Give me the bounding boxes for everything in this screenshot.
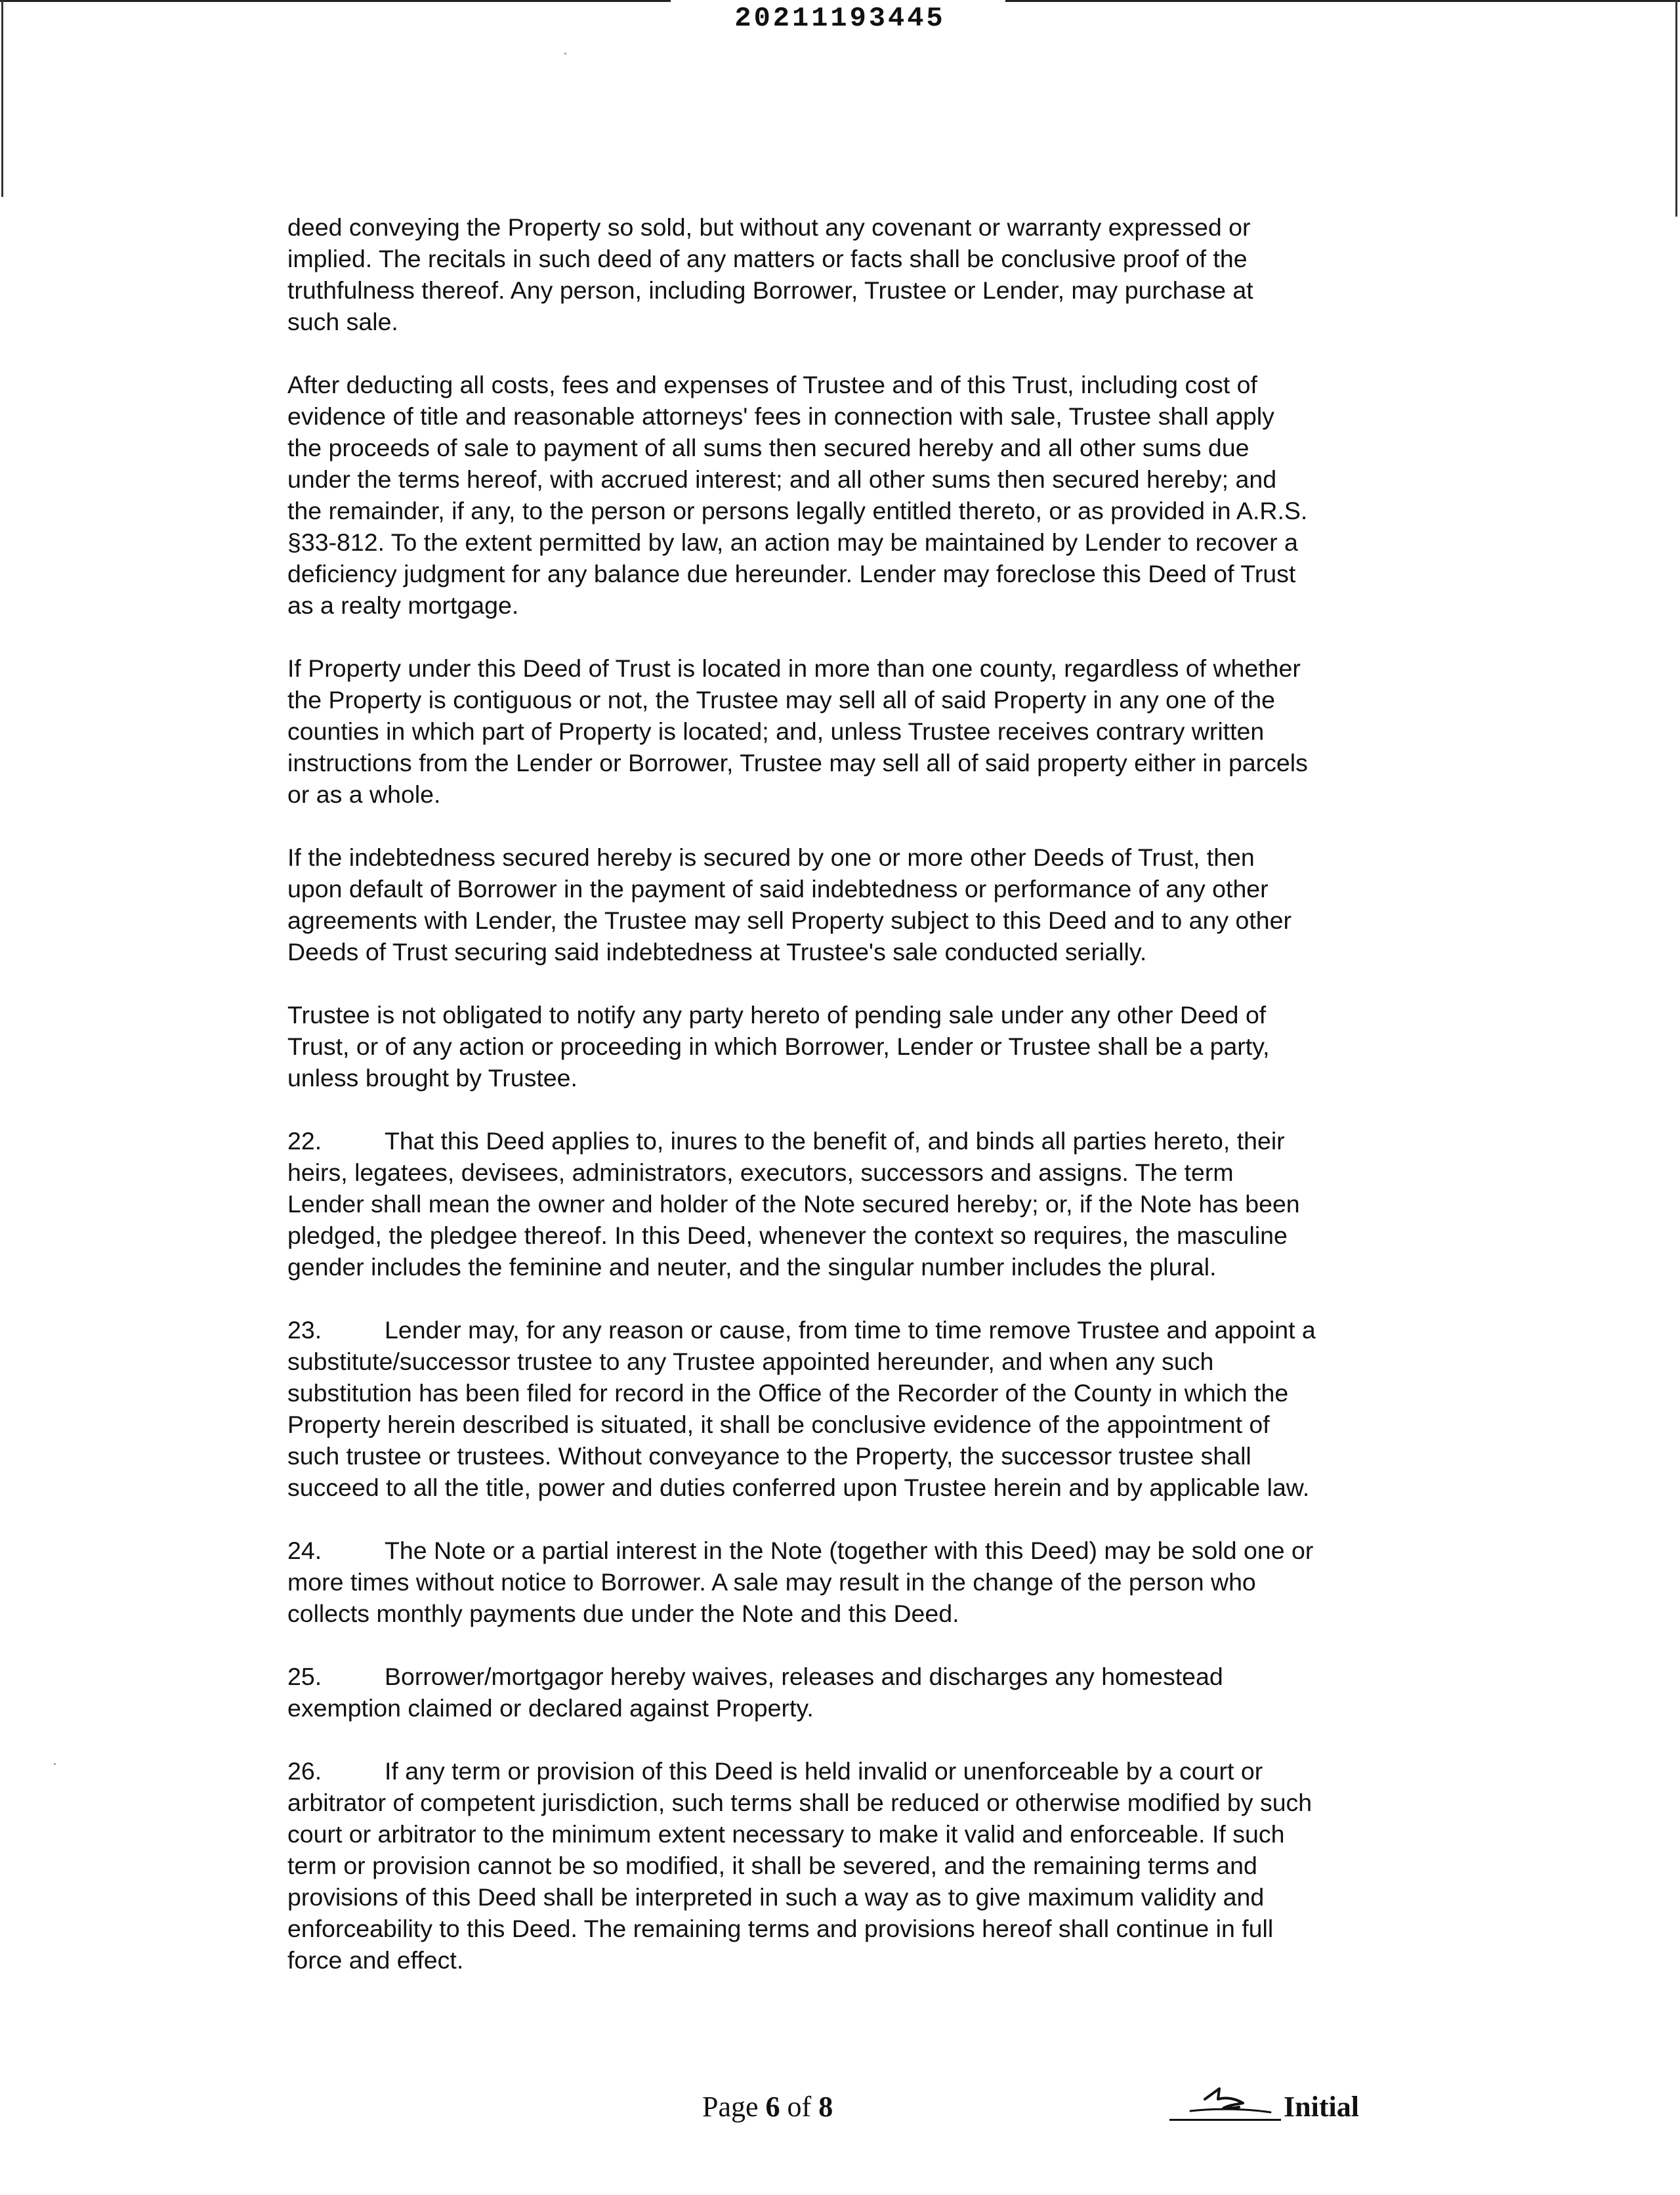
page-total: 8: [818, 2091, 833, 2123]
document-body: [287, 211, 1442, 2007]
paragraph-proceeds: After deducting all costs, fees and expenses of Trustee and of this Trust, including cost of evidence of title and reasonable attorneys' fees in connection with sale, Trustee shall apply the proceeds of sale to payment of all sums then secured hereby and all other sums due under the terms hereof, with accrued interest; and all other sums then secured hereby; and the remainder, if any, to the person or persons legally entitled thereto, or as provided in A.R.S. §33-812. To the extent permitted by law, an action may be maintained by Lender to recover a deficiency judgment for any balance due hereunder. Lender may foreclose this Deed of Trust as a realty mortgage.: [287, 371, 1308, 619]
clause-number: 23.: [287, 1316, 322, 1344]
page-number: [702, 2090, 833, 2123]
initial-label: Initial: [1284, 2091, 1359, 2123]
initial-block: [1169, 2079, 1379, 2127]
recording-number: 20211193445: [734, 3, 946, 34]
scan-border-top-right: [1005, 0, 1680, 2]
paragraph-sale-deed: deed conveying the Property so sold, but without any covenant or warranty expressed or implied. The recitals in such deed of any matters or facts shall be conclusive proof of the truthfulness thereof. Any person, including Borrower, Trustee or Lender, may purchase at such sale.: [287, 213, 1253, 335]
page-of: of: [787, 2091, 812, 2123]
clause-text: Lender may, for any reason or cause, from time to time remove Trustee and appoint a substitute/successor trustee to any Trustee appointed hereunder, and when any such substitution has been filed for record in the Office of the Recorder of the County in which the Property herein described is situated, it shall be conclusive evidence of the appointment of such trustee or trustees. Without conveyance to the Property, the successor trustee shall succeed to all the title, power and duties conferred upon Trustee herein and by applicable law.: [287, 1316, 1316, 1501]
paragraph-trustee-notice: Trustee is not obligated to notify any party hereto of pending sale under any other Deed of Trust, or of any action or proceeding in which Borrower, Lender or Trustee shall be a party, unless brought by Trustee.: [287, 1001, 1270, 1092]
clause-22: [287, 1125, 1442, 1283]
paragraph-multiple-counties: If Property under this Deed of Trust is located in more than one county, regardless of whether the Property is contiguous or not, the Trustee may sell all of said Property in any one of the counties in which part of Property is located; and, unless Trustee receives contrary written instructions from the Lender or Borrower, Trustee may sell all of said property either in parcels or as a whole.: [287, 654, 1308, 808]
clause-text: That this Deed applies to, inures to the benefit of, and binds all parties hereto, their heirs, legatees, devisees, administrators, executors, successors and assigns. The term Lender shall mean the owner and holder of the Note secured hereby; or, if the Note has been pledged, the pledgee thereof. In this Deed, whenever the context so requires, the masculine gender includes the feminine and neuter, and the singular number includes the plural.: [287, 1127, 1300, 1281]
clause-text: Borrower/mortgagor hereby waives, releases and discharges any homestead exemption claimed or declared against Property.: [287, 1663, 1223, 1722]
clause-number: 26.: [287, 1757, 322, 1785]
clause-24: [287, 1535, 1442, 1629]
page-current: 6: [765, 2091, 780, 2123]
clause-25: [287, 1661, 1442, 1724]
scan-speck: [54, 1763, 56, 1765]
clause-23: [287, 1314, 1442, 1503]
clause-number: 22.: [287, 1127, 322, 1155]
scan-speck: [564, 53, 566, 54]
scan-border-top-left: [0, 0, 671, 2]
paragraph-other-deeds: If the indebtedness secured hereby is secured by one or more other Deeds of Trust, then upon default of Borrower in the payment of said indebtedness or performance of any other agreements with Lender, the Trustee may sell Property subject to this Deed and to any other Deeds of Trust securing said indebtedness at Trustee's sale conducted serially.: [287, 843, 1292, 966]
clause-number: 25.: [287, 1663, 322, 1690]
page-label: Page: [702, 2091, 759, 2123]
handwritten-initial-icon: [1185, 2079, 1277, 2120]
clause-number: 24.: [287, 1537, 322, 1564]
clause-text: The Note or a partial interest in the Note (together with this Deed) may be sold one or more times without notice to Borrower. A sale may result in the change of the person who collects monthly payments due under the Note and this Deed.: [287, 1537, 1314, 1627]
clause-26: [287, 1755, 1442, 1976]
clause-text: If any term or provision of this Deed is held invalid or unenforceable by a court or arbitrator of competent jurisdiction, such terms shall be reduced or otherwise modified by such court or arbitrator to the minimum extent necessary to make it valid and enforceable. If such term or provision cannot be so modified, it shall be severed, and the remaining terms and provisions of this Deed shall be interpreted in such a way as to give maximum validity and enforceability to this Deed. The remaining terms and provisions hereof shall continue in full force and effect.: [287, 1757, 1312, 1974]
initial-underline: [1169, 2119, 1281, 2121]
